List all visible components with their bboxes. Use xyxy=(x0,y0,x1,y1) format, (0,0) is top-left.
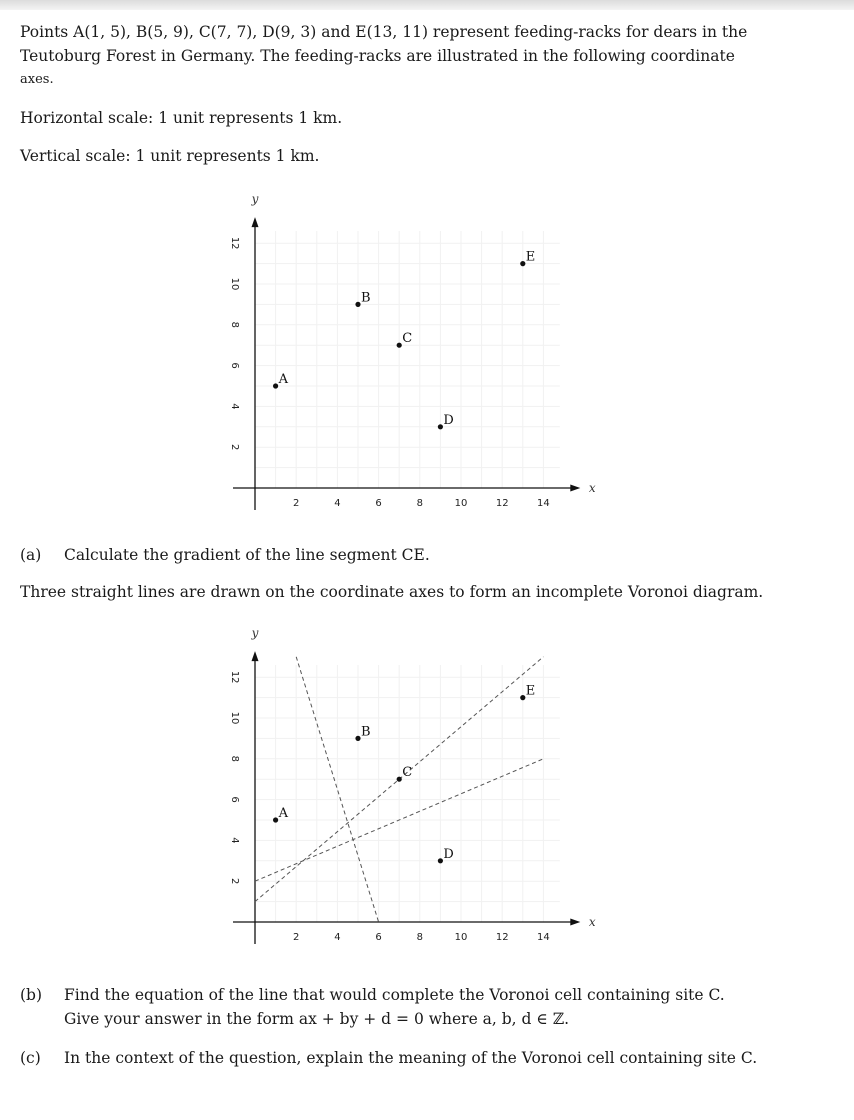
x-tick-label: 6 xyxy=(375,932,382,943)
question-b-line-1: Find the equation of the line that would complete the Voronoi cell containing site C. xyxy=(64,986,725,1004)
horizontal-scale-text: Horizontal scale: 1 unit represents 1 km. xyxy=(20,109,343,127)
y-tick-label: 12 xyxy=(229,236,240,250)
question-b-label: (b) xyxy=(20,986,43,1004)
y-tick-label: 2 xyxy=(229,444,240,451)
point-label-c: C xyxy=(402,765,413,781)
question-a xyxy=(20,543,820,567)
x-tick-label: 8 xyxy=(416,932,423,943)
y-axis-arrow-icon xyxy=(252,651,259,661)
grid xyxy=(255,665,560,922)
y-axis-arrow-icon xyxy=(252,217,259,227)
point-label-e: E xyxy=(525,683,536,699)
x-axis-label: x xyxy=(588,915,596,929)
x-tick-label: 6 xyxy=(375,498,382,509)
point-label-d: D xyxy=(443,846,454,862)
point-d xyxy=(438,858,443,863)
question-a-label: (a) xyxy=(20,546,42,564)
point-label-d: D xyxy=(443,412,454,428)
point-label-c: C xyxy=(402,331,413,347)
y-tick-label: 12 xyxy=(229,670,240,684)
window-top-shadow xyxy=(0,0,854,10)
x-tick-label: 10 xyxy=(454,932,468,943)
point-e xyxy=(520,695,525,700)
question-a-text: Calculate the gradient of the line segment CE. xyxy=(64,546,430,564)
x-tick-label: 12 xyxy=(495,498,509,509)
point-c xyxy=(397,777,402,782)
y-axis-label: y xyxy=(251,626,259,641)
question-c xyxy=(20,1046,820,1070)
y-tick-label: 8 xyxy=(229,321,240,328)
point-label-a: A xyxy=(278,806,288,821)
feeding-racks-chart xyxy=(200,188,620,528)
x-tick-label: 4 xyxy=(334,498,341,509)
point-label-b: B xyxy=(361,290,371,306)
intro-paragraph xyxy=(20,20,820,92)
x-tick-label: 10 xyxy=(454,498,468,509)
x-tick-label: 2 xyxy=(293,932,300,943)
x-tick-label: 14 xyxy=(537,498,550,509)
y-tick-label: 10 xyxy=(229,711,240,725)
point-e xyxy=(520,261,525,266)
y-tick-label: 10 xyxy=(229,277,240,291)
x-tick-label: 8 xyxy=(416,498,423,509)
question-b xyxy=(20,983,820,1031)
x-tick-label: 4 xyxy=(334,932,341,943)
y-axis-label: y xyxy=(251,192,259,207)
point-a xyxy=(273,817,278,822)
x-tick-label: 12 xyxy=(495,932,509,943)
voronoi-chart xyxy=(200,622,620,962)
point-b xyxy=(355,736,360,741)
intro-line-2: Teutoburg Forest in Germany. The feeding-racks are illustrated in the following coordinate xyxy=(20,47,735,65)
point-label-b: B xyxy=(361,724,371,740)
three-lines-text: Three straight lines are drawn on the coordinate axes to form an incomplete Voronoi diagram. xyxy=(20,583,764,601)
question-c-text: In the context of the question, explain the meaning of the Voronoi cell containing site C. xyxy=(64,1049,758,1067)
y-tick-label: 4 xyxy=(229,403,240,410)
question-c-label: (c) xyxy=(20,1049,41,1067)
x-axis-arrow-icon xyxy=(570,485,580,492)
x-tick-label: 2 xyxy=(293,498,300,509)
y-tick-label: 8 xyxy=(229,755,240,762)
point-d xyxy=(438,424,443,429)
grid xyxy=(255,231,560,488)
point-c xyxy=(397,343,402,348)
intro-line-3: axes. xyxy=(20,72,54,87)
y-tick-label: 6 xyxy=(229,362,240,369)
point-a xyxy=(273,383,278,388)
point-label-e: E xyxy=(525,249,536,265)
x-axis-label: x xyxy=(588,481,596,495)
x-tick-label: 14 xyxy=(537,932,550,943)
point-label-a: A xyxy=(278,372,288,387)
y-tick-label: 6 xyxy=(229,796,240,803)
x-axis-arrow-icon xyxy=(570,919,580,926)
y-tick-label: 4 xyxy=(229,837,240,844)
question-b-line-2: Give your answer in the form ax + by + d = 0 where a, b, d ∈ ℤ. xyxy=(64,1010,570,1028)
intro-line-1: Points A(1, 5), B(5, 9), C(7, 7), D(9, 3) and E(13, 11) represent feeding-racks for dears in the xyxy=(20,23,748,41)
vertical-scale-text: Vertical scale: 1 unit represents 1 km. xyxy=(20,147,320,165)
point-b xyxy=(355,302,360,307)
y-tick-label: 2 xyxy=(229,878,240,885)
